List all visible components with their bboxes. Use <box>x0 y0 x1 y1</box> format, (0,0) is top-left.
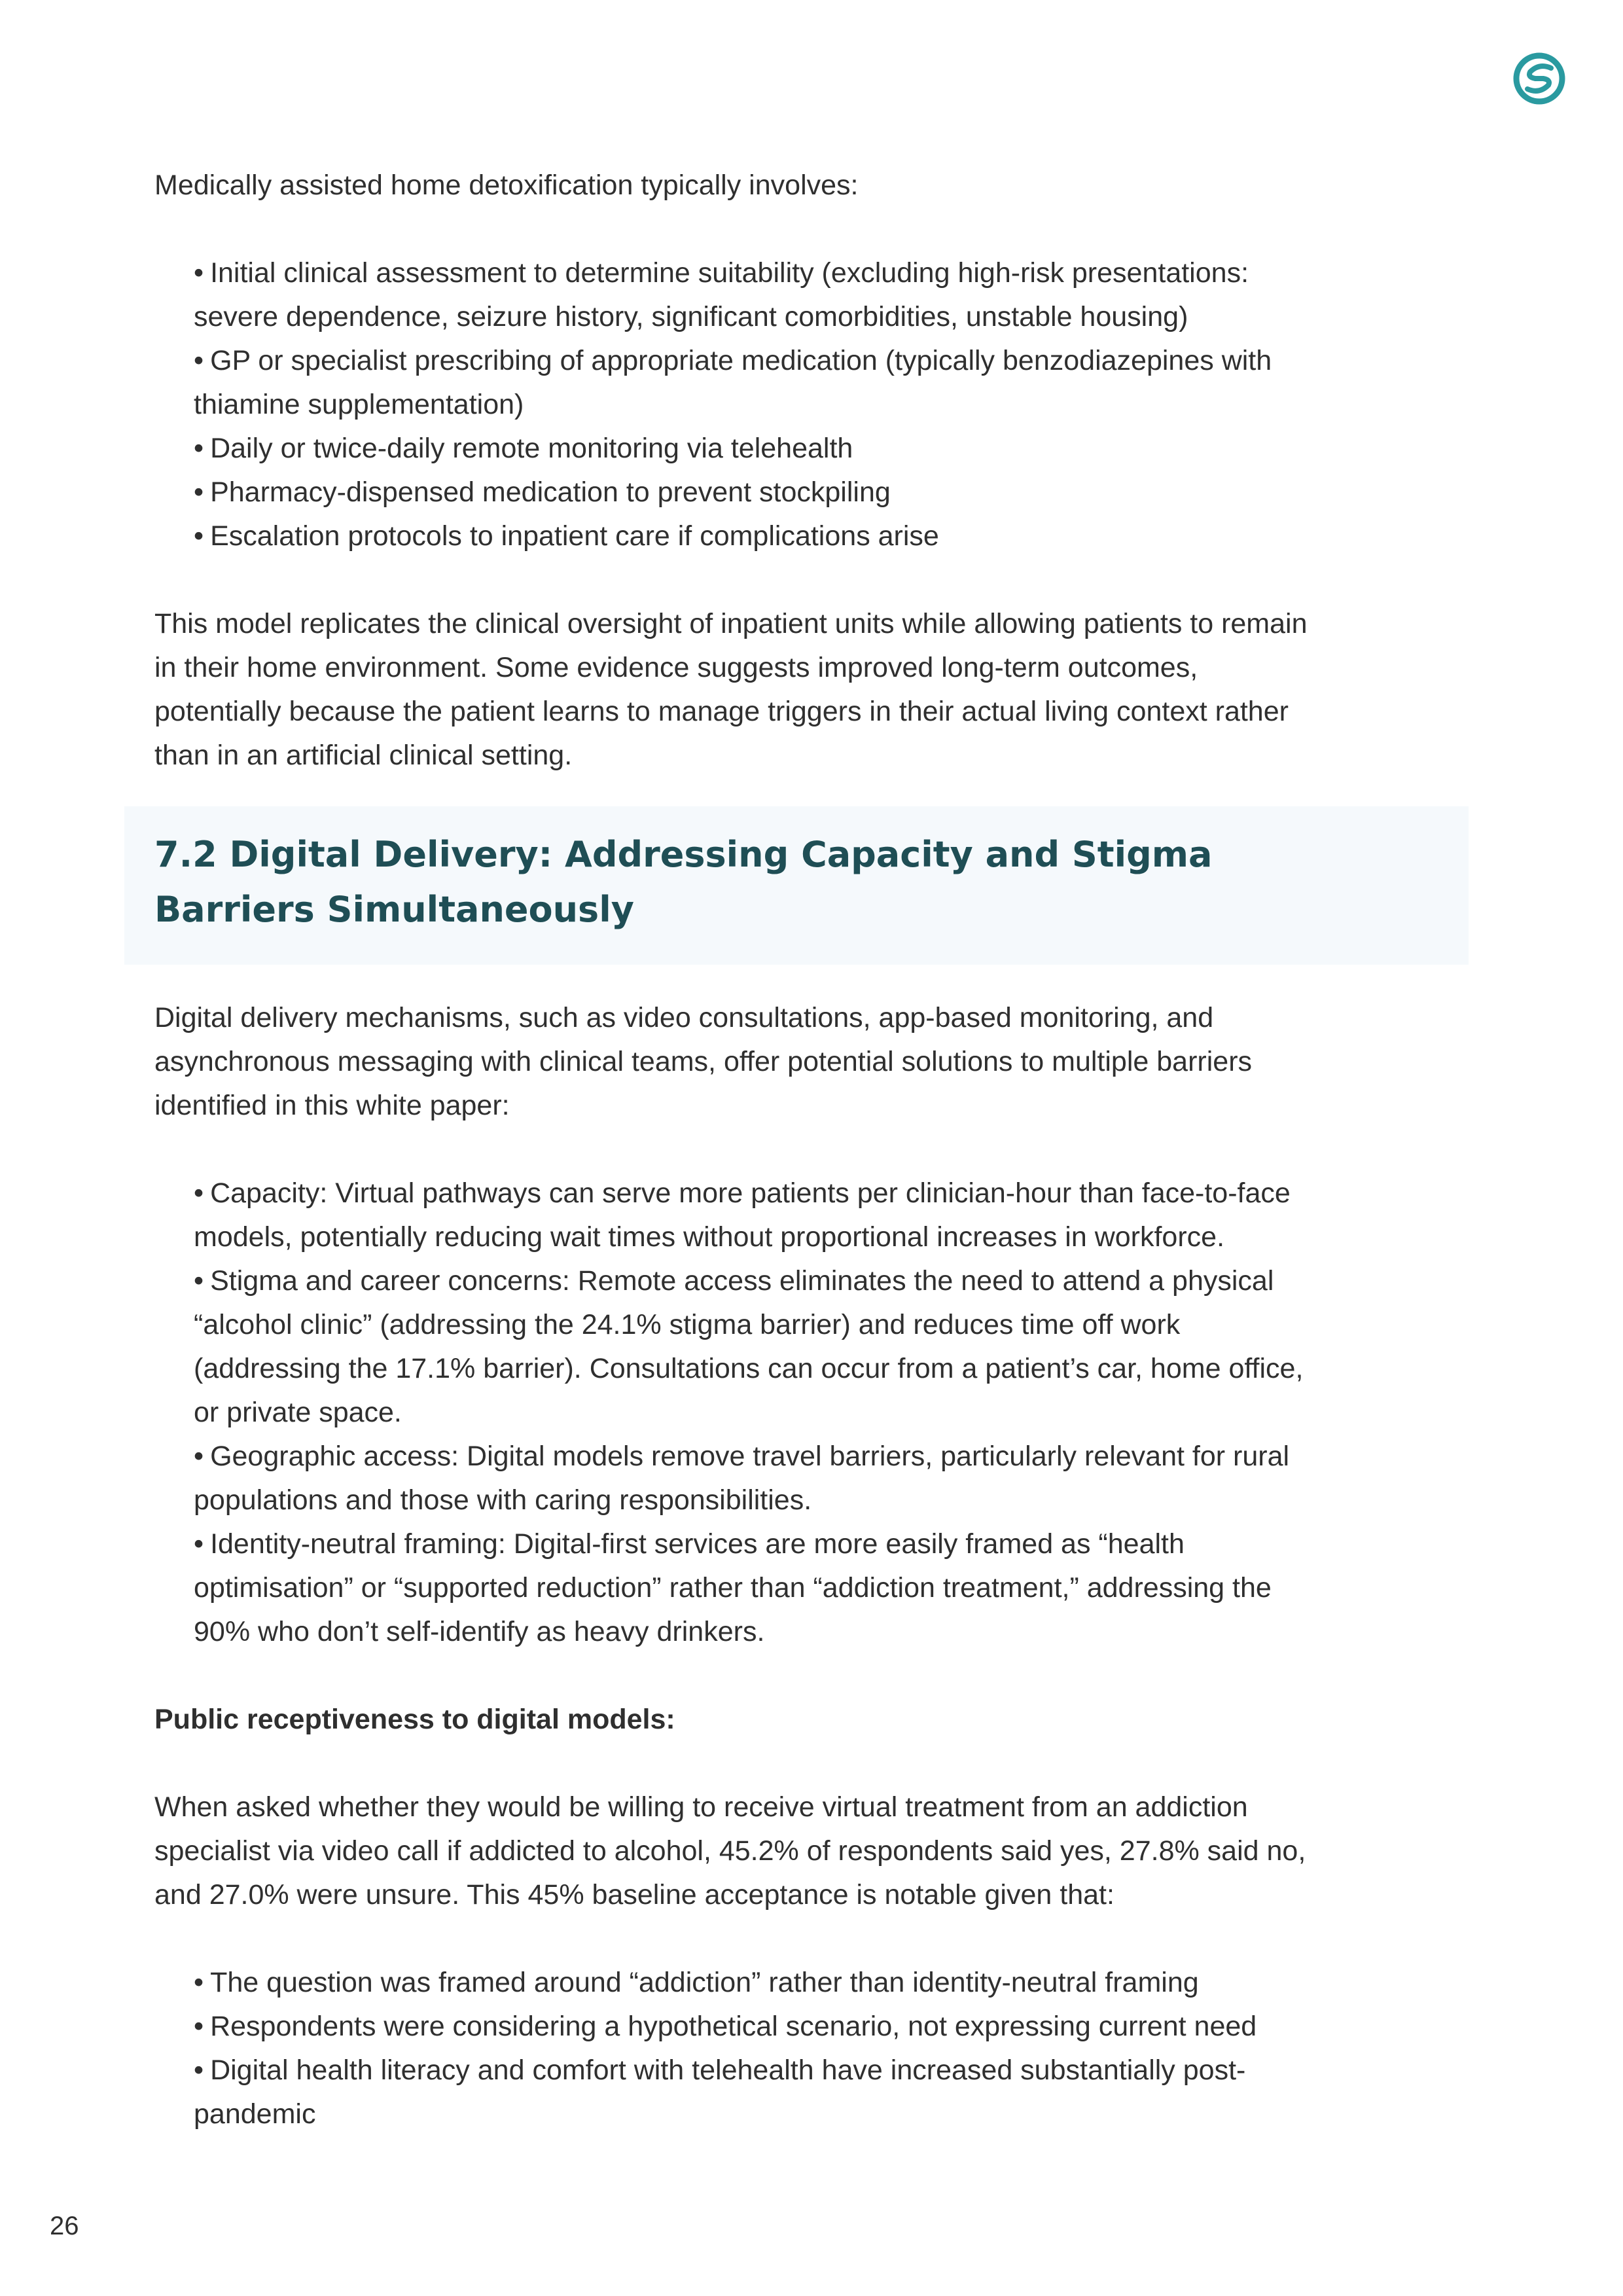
section-home-detox <box>154 164 1313 778</box>
digital-bullet-list <box>154 1172 1313 1654</box>
list-item: • Respondents were considering a hypothetical scenario, not expressing current need <box>194 2011 1257 2042</box>
list-item: • Digital health literacy and comfort with telehealth have increased substantially post-pandemic <box>194 2054 1246 2130</box>
detox-bullet-list <box>154 251 1313 558</box>
list-item: • Pharmacy-dispensed medication to prevent stockpiling <box>194 476 891 508</box>
closing-paragraph: This model replicates the clinical oversight of inpatient units while allowing patients to remain in their home environment. Some evidence suggests improved long-term outcomes, potentially because the patient learns to manage triggers in their actual living context rather than in an artificial clinical setting. <box>154 608 1308 771</box>
list-item: • Stigma and career concerns: Remote access eliminates the need to attend a physical “alcohol clinic” (addressing the 24.1% stigma barrier) and reduces time off work (addressing the 17.1% barrier). Consultations can occur from a patient’s car, home office, or private space. <box>194 1265 1304 1428</box>
list-item: • Geographic access: Digital models remove travel barriers, particularly relevant for rural populations and those with caring responsibilities. <box>194 1441 1290 1516</box>
list-item: • The question was framed around “addiction” rather than identity-neutral framing <box>194 1967 1199 1998</box>
circular-s-logo-icon <box>1513 52 1565 105</box>
receptiveness-subheading: Public receptiveness to digital models: <box>154 1704 675 1735</box>
list-item: • Capacity: Virtual pathways can serve more patients per clinician-hour than face-to-face models, potentially reducing wait times without proportional increases in workforce. <box>194 1177 1291 1253</box>
receptiveness-bullet-list <box>154 1961 1313 2136</box>
list-item: • Identity-neutral framing: Digital-first services are more easily framed as “health optimisation” or “supported reduction” rather than “addiction treatment,” addressing the 90% who don’t self-identify as heavy drinkers. <box>194 1528 1272 1647</box>
digital-intro-paragraph: Digital delivery mechanisms, such as video consultations, app-based monitoring, and asynchronous messaging with clinical teams, offer potential solutions to multiple barriers identified in this white paper: <box>154 1002 1253 1121</box>
page-number: 26 <box>50 2212 79 2240</box>
list-item: • GP or specialist prescribing of appropriate medication (typically benzodiazepines with thiamine supplementation) <box>194 345 1272 420</box>
list-item: • Escalation protocols to inpatient care if complications arise <box>194 520 939 552</box>
section-digital-delivery <box>154 996 1313 2136</box>
receptiveness-paragraph: When asked whether they would be willing to receive virtual treatment from an addiction specialist via video call if addicted to alcohol, 45.2% of respondents said yes, 27.8% said no, and 27.0% were unsure. This 45% baseline acceptance is notable given that: <box>154 1791 1306 1910</box>
list-item: • Initial clinical assessment to determine suitability (excluding high-risk presentations: severe dependence, seizure history, significant comorbidities, unstable housing) <box>194 257 1249 332</box>
list-item: • Daily or twice-daily remote monitoring via telehealth <box>194 433 853 464</box>
intro-paragraph: Medically assisted home detoxification typically involves: <box>154 170 859 201</box>
section-heading: 7.2 Digital Delivery: Addressing Capacity and Stigma Barriers Simultaneously <box>154 834 1213 930</box>
